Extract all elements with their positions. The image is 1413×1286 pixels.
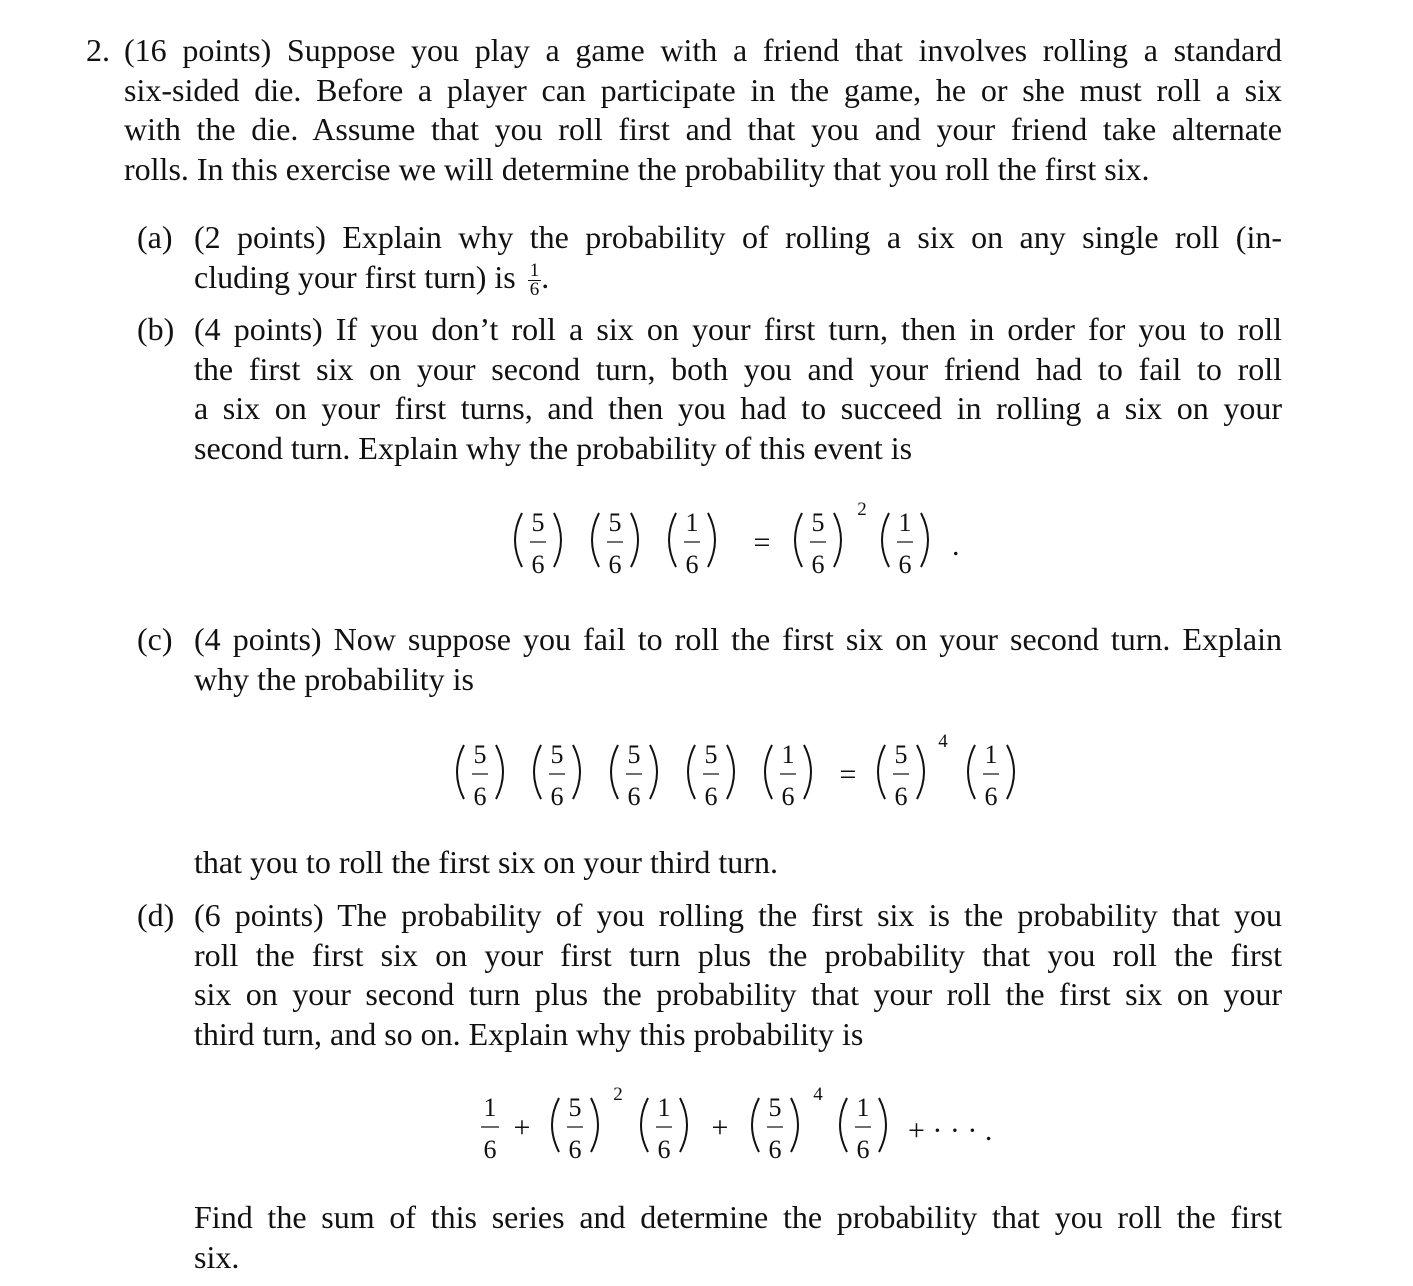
right-paren xyxy=(791,1098,798,1152)
part-c-after: that you to roll the first six on your third turn. xyxy=(194,844,778,880)
exponent: 2 xyxy=(857,499,867,520)
left-paren xyxy=(552,1098,559,1152)
plus-sign: + xyxy=(711,1111,729,1144)
paren-group xyxy=(795,499,867,579)
series-tail: + · · · . xyxy=(908,1114,993,1147)
part-d-after xyxy=(194,1198,1282,1277)
part-d-line: third turn, and so on. Explain why this probability is xyxy=(194,1015,864,1052)
right-paren xyxy=(496,745,503,799)
part-a-text xyxy=(194,218,1282,299)
fraction-denominator: 6 xyxy=(483,1135,497,1164)
fraction-denominator: 6 xyxy=(856,1135,870,1164)
fraction-numerator: 5 xyxy=(768,1093,782,1122)
part-d-line: six on your second turn plus the probability that your roll the first six on your xyxy=(194,976,1282,1012)
part-a-end-punct: . xyxy=(541,258,550,295)
paren-group xyxy=(882,508,928,579)
part-d-after-line: six. xyxy=(194,1238,240,1275)
fraction-numerator: 1 xyxy=(898,508,912,537)
part-a-line-text: cluding your first turn) is xyxy=(194,258,516,295)
part-b-line: (4 points) If you don’t roll a six on your first turn, then in order for you to roll xyxy=(194,311,1282,347)
part-c-text xyxy=(194,620,1282,699)
exponent: 4 xyxy=(813,1084,823,1105)
paren-group xyxy=(968,740,1014,811)
fraction-denominator: 6 xyxy=(898,550,912,579)
equation-c xyxy=(430,727,1050,817)
left-paren xyxy=(840,1098,847,1152)
fraction-denominator: 6 xyxy=(627,782,641,811)
exponent: 4 xyxy=(938,731,948,752)
fraction-numerator: 5 xyxy=(473,740,487,769)
paren-group xyxy=(457,740,503,811)
paren-group xyxy=(534,740,580,811)
fraction-numerator: 5 xyxy=(550,740,564,769)
problem-number: 2. xyxy=(86,32,110,68)
left-paren xyxy=(641,1098,648,1152)
paren-group xyxy=(878,731,948,811)
part-b-text xyxy=(194,310,1282,468)
fraction-numerator: 1 xyxy=(856,1093,870,1122)
problem-line: (16 points) Suppose you play a game with a friend that involves rolling a standard xyxy=(124,32,1282,68)
paren-group xyxy=(765,740,811,811)
right-paren xyxy=(708,513,715,567)
right-paren xyxy=(631,513,638,567)
fraction-numerator: 1 xyxy=(781,740,795,769)
left-paren xyxy=(611,745,618,799)
fraction-denominator: 6 xyxy=(550,782,564,811)
part-d-after-line: Find the sum of this series and determine the probability that you roll the first xyxy=(194,1199,1282,1235)
right-paren xyxy=(1007,745,1014,799)
right-paren xyxy=(591,1098,598,1152)
left-paren xyxy=(882,513,889,567)
paren-group xyxy=(515,508,561,579)
fraction-numerator: 5 xyxy=(627,740,641,769)
fraction-numerator: 5 xyxy=(811,508,825,537)
fraction-denominator: 6 xyxy=(781,782,795,811)
part-d-label: (d) xyxy=(137,897,175,933)
fraction-numerator: 1 xyxy=(483,1093,497,1122)
right-paren xyxy=(879,1098,886,1152)
right-paren xyxy=(650,745,657,799)
end-period: . xyxy=(952,529,960,562)
fraction-denominator: 6 xyxy=(704,782,718,811)
paren-group xyxy=(592,508,638,579)
right-paren xyxy=(554,513,561,567)
left-paren xyxy=(688,745,695,799)
paren-group xyxy=(688,740,734,811)
fraction-denominator: 6 xyxy=(685,550,699,579)
fraction-numerator: 1 xyxy=(984,740,998,769)
problem-line: rolls. In this exercise we will determine the probability that you roll the first six. xyxy=(124,150,1150,187)
right-paren xyxy=(804,745,811,799)
series-d xyxy=(470,1080,1030,1170)
fraction-denominator: 6 xyxy=(894,782,908,811)
right-paren xyxy=(834,513,841,567)
fraction-denominator: 6 xyxy=(657,1135,671,1164)
fraction-numerator: 5 xyxy=(894,740,908,769)
fraction-numerator: 5 xyxy=(531,508,545,537)
part-b-label: (b) xyxy=(137,311,175,347)
right-paren xyxy=(921,513,928,567)
right-paren xyxy=(727,745,734,799)
fraction-denominator: 6 xyxy=(473,782,487,811)
problem-line: six-sided die. Before a player can participate in the game, he or she must roll a six xyxy=(124,71,1282,108)
equals-sign: = xyxy=(839,758,857,791)
exponent: 2 xyxy=(613,1084,623,1105)
fraction-numerator: 5 xyxy=(608,508,622,537)
problem-statement xyxy=(124,31,1282,189)
part-a-line xyxy=(194,258,1282,299)
right-paren xyxy=(917,745,924,799)
part-a-label: (a) xyxy=(137,219,173,255)
fraction-numerator: 5 xyxy=(568,1093,582,1122)
left-paren xyxy=(669,513,676,567)
inline-fraction xyxy=(528,259,542,300)
fraction-denominator: 6 xyxy=(984,782,998,811)
fraction-denominator: 6 xyxy=(811,550,825,579)
inline-fraction-num: 1 xyxy=(529,259,540,281)
part-b-line: second turn. Explain why the probability of this event is xyxy=(194,429,913,466)
left-paren xyxy=(752,1098,759,1152)
part-d-text xyxy=(194,896,1282,1054)
fraction-denominator: 6 xyxy=(531,550,545,579)
part-b-line: the first six on your second turn, both you and your friend had to fail to roll xyxy=(194,350,1282,387)
fraction-numerator: 5 xyxy=(704,740,718,769)
paren-group xyxy=(641,1093,687,1164)
part-c-label: (c) xyxy=(137,621,173,657)
part-c-line: (4 points) Now suppose you fail to roll the first six on your second turn. Explain xyxy=(194,621,1282,657)
equation-b xyxy=(500,495,980,585)
part-a-line: (2 points) Explain why the probability of rolling a six on any single roll (in- xyxy=(194,219,1282,255)
fraction-denominator: 6 xyxy=(568,1135,582,1164)
part-c-line: why the probability is xyxy=(194,660,474,697)
left-paren xyxy=(592,513,599,567)
left-paren xyxy=(515,513,522,567)
fraction-numerator: 1 xyxy=(685,508,699,537)
left-paren xyxy=(795,513,802,567)
inline-fraction-den: 6 xyxy=(529,278,540,300)
paren-group xyxy=(669,508,715,579)
left-paren xyxy=(968,745,975,799)
paren-group xyxy=(752,1084,823,1164)
part-b-line: a six on your first turns, and then you had to succeed in rolling a six on your xyxy=(194,390,1282,426)
plain-fraction xyxy=(481,1093,499,1164)
left-paren xyxy=(765,745,772,799)
paren-group xyxy=(552,1084,623,1164)
left-paren xyxy=(878,745,885,799)
left-paren xyxy=(534,745,541,799)
paren-group xyxy=(840,1093,886,1164)
fraction-denominator: 6 xyxy=(608,550,622,579)
paren-group xyxy=(611,740,657,811)
fraction-denominator: 6 xyxy=(768,1135,782,1164)
plus-sign: + xyxy=(513,1111,531,1144)
right-paren xyxy=(680,1098,687,1152)
problem-line: with the die. Assume that you roll first and that you and your friend take alternate xyxy=(124,111,1282,147)
right-paren xyxy=(573,745,580,799)
left-paren xyxy=(457,745,464,799)
equals-sign: = xyxy=(753,526,771,559)
part-d-line: roll the first six on your first turn plus the probability that you roll the first xyxy=(194,936,1282,973)
part-d-line: (6 points) The probability of you rolling the first six is the probability that you xyxy=(194,897,1282,933)
fraction-numerator: 1 xyxy=(657,1093,671,1122)
